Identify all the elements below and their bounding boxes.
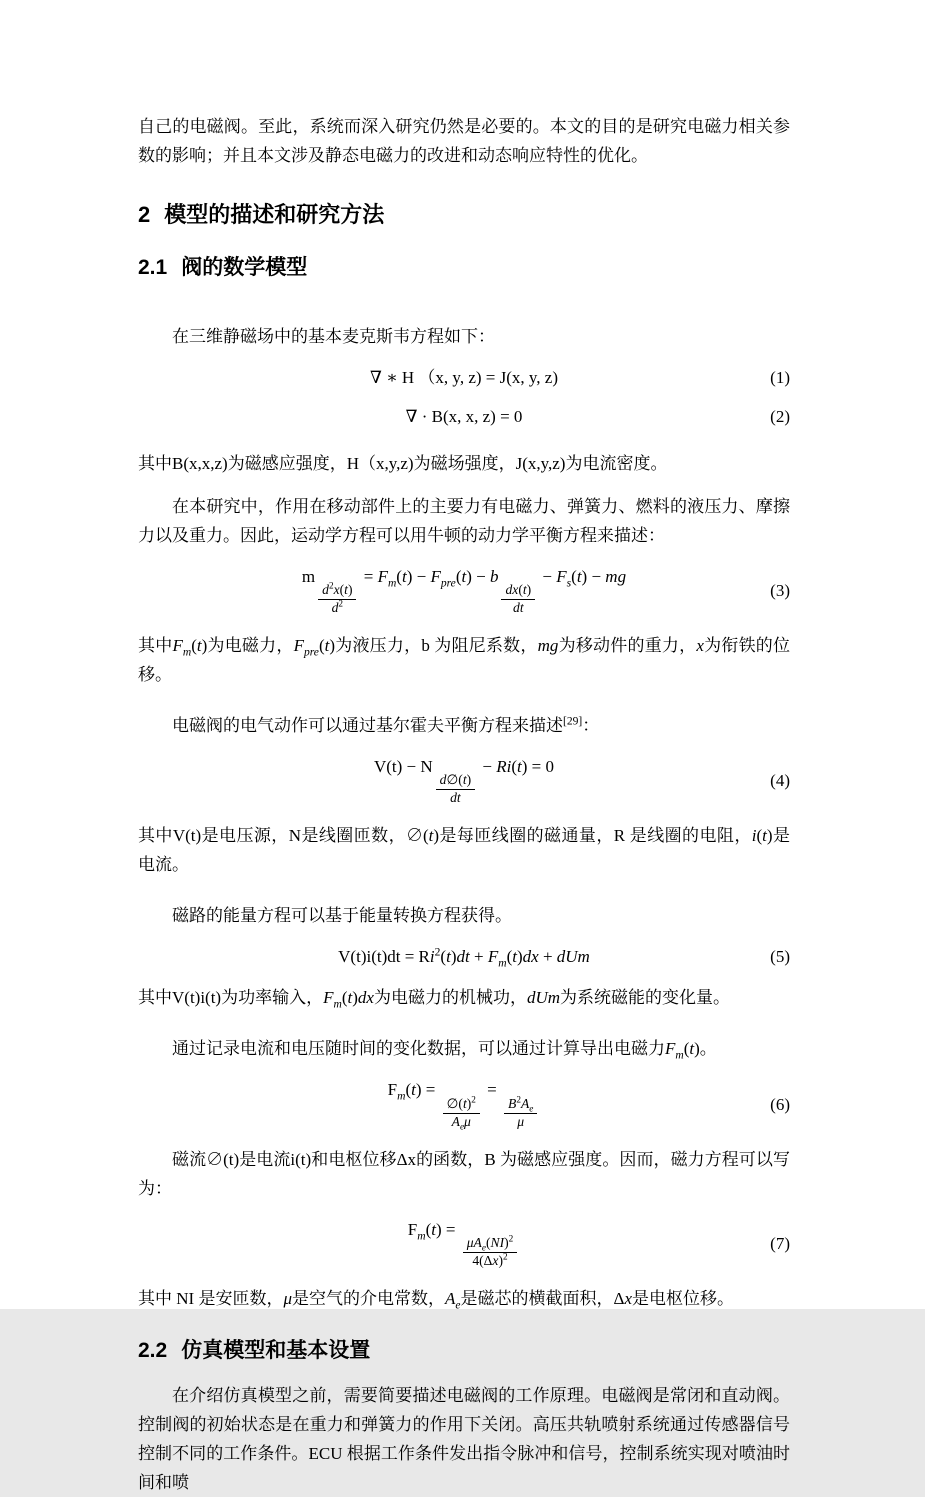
paragraph-sim-intro: 在介绍仿真模型之前，需要简要描述电磁阀的工作原理。电磁阀是常闭和直动阀。控制阀的初始状态是在重力和弹簧力的作用下关闭。高压共轨喷射系统通过传感器信号控制不同的工作条件。ECU 根据工作条件发出指令脉冲和信号，控制系统实现对喷油时间和喷 [138,1385,790,1492]
paragraph-where-v: 其中V(t)是电压源，N是线圈匝数，∅(t)是每匝线圈的磁通量，R 是线圈的电阻，i(t)是电流。 [138,826,790,875]
equation-body: ∇ · B(x, x, z) = 0 [405,407,523,426]
equation-number: (4) [770,771,790,791]
paragraph-forces: 在本研究中，作用在移动部件上的主要力有电磁力、弹簧力、燃料的液压力、摩擦力以及重力。因此，运动学方程可以用牛顿的动力学平衡方程来描述： [138,497,790,545]
paragraph-intro: 自己的电磁阀。至此，系统而深入研究仍然是必要的。本文的目的是研究电磁力相关参数的影响；并且本文涉及静态电磁力的改进和动态响应特性的优化。 [138,117,790,165]
equation-number: (1) [770,368,790,387]
heading-title: 模型的描述和研究方法 [164,202,385,227]
equation-body: ∇ ∗ H （x, y, z) = J(x, y, z) [369,368,559,387]
paragraph-where-power: 其中V(t)i(t)为功率输入，$F_m(t)dx$为电磁力的机械功，dUm为系统磁能的变化量。 [138,988,731,1011]
paragraph-maxwell-intro: 在三维静磁场中的基本麦克斯韦方程如下： [172,327,495,346]
heading-number: 2.1 [138,256,168,279]
equation-number: (6) [770,1094,790,1114]
equation-7 [138,1218,790,1270]
paragraph-where-fm: 其中$F_m(t)$为电磁力，$F_{pre}(t)$为液压力，b 为阻尼系数，mg为移动件的重力，x为衔铁的位移。 [138,636,791,685]
equation-number: (2) [770,407,790,426]
equation-3 [138,565,790,617]
paragraph-kirchhoff: 电磁阀的电气动作可以通过基尔霍夫平衡方程来描述[29]： [172,714,600,736]
heading-section-2-1 [138,254,790,282]
heading-number: 2 [138,202,151,227]
equation-body: m $\frac{d^2x(t)}{d^2}$ = $F_m(t) - F_{pre}(t) - b$ $\frac{dx(t)}{dt}$ − $F_s(t)$ − mg [301,567,627,616]
heading-title: 仿真模型和基本设置 [181,1338,371,1362]
heading-number: 2.2 [138,1338,168,1362]
equation-2 [138,405,790,429]
equation-1 [138,366,790,390]
equation-number: (7) [770,1233,790,1253]
paragraph-energy: 磁路的能量方程可以基于能量转换方程获得。 [172,906,512,926]
equation-5 [138,945,790,969]
heading-section-2 [138,200,790,230]
paragraph-where-b: 其中B(x,x,z)为磁感应强度，H（x,y,z)为磁场强度，J(x,y,z)为电流密度。 [138,454,668,473]
equation-6 [138,1078,790,1130]
heading-section-2-2 [138,1337,790,1365]
paragraph-where-ni: 其中 NI 是安匝数，μ是空气的介电常数，$A_e$是磁芯的横截面积，Δx是电枢位移。 [138,1288,735,1312]
equation-body: $V(t)i(t)dt = Ri^2(t)dt + F_m(t)dx$ + dUm [338,945,590,970]
equation-number: (5) [770,947,790,967]
paragraph-record: 通过记录电流和电压随时间的变化数据，可以通过计算导出电磁力$F_m(t)$。 [172,1039,717,1062]
equation-4 [138,755,790,807]
equation-number: (3) [770,581,790,601]
equation-body: $F_m(t)$ = $\frac{\mu A_e(NI)^2}{4(\Delta x)^2}$ [408,1218,521,1270]
equation-body: $F_m(t)$ = $\frac{\emptyset(t)^2}{A_e\mu}$ = $\frac{B^2A_e}{\mu}$ [388,1078,541,1130]
equation-body: V(t) − N $\frac{d\emptyset(t)}{dt}$ − Ri(t) = 0 [373,757,555,806]
paragraph-flux: 磁流∅(t)是电流i(t)和电枢位移Δx的函数，B 为磁感应强度。因而，磁力方程可以写为： [138,1149,790,1198]
heading-title: 阀的数学模型 [181,256,308,279]
